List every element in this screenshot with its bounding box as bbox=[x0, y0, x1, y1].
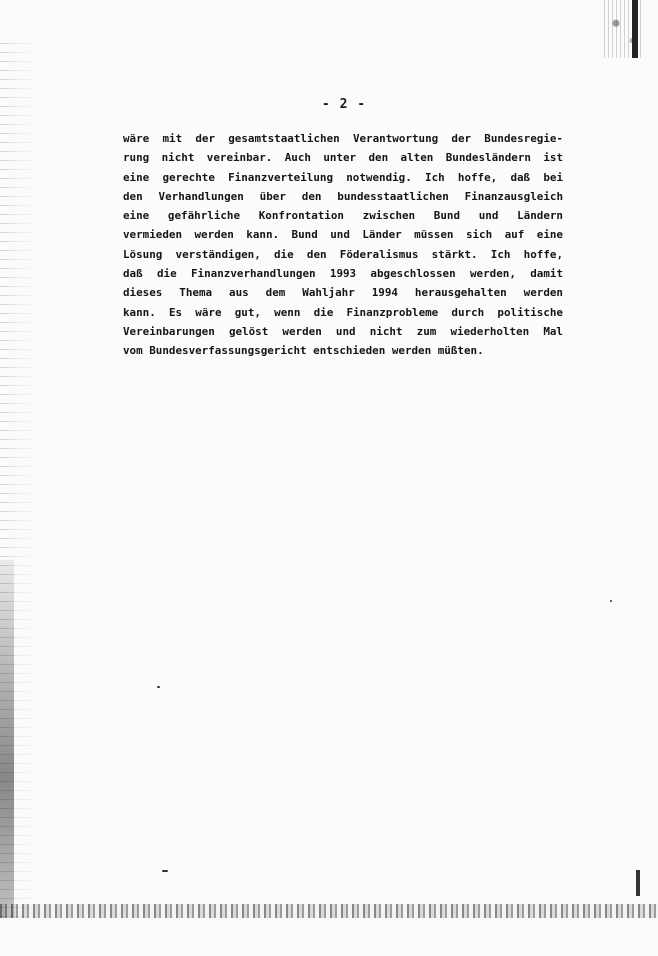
text-line: rung nicht vereinbar. Auch unter den alten Bundesländern ist bbox=[123, 151, 563, 165]
scan-edge-bottom bbox=[0, 904, 658, 918]
scan-speck bbox=[162, 870, 168, 872]
text-line: Vereinbarungen gelöst werden und nicht zum wiederholten Mal bbox=[123, 324, 563, 338]
text-line: dieses Thema aus dem Wahljahr 1994 herausgehalten werden bbox=[123, 286, 563, 300]
page-bottom-margin bbox=[0, 918, 658, 956]
text-line: den Verhandlungen über den bundesstaatlichen Finanzausgleich bbox=[123, 189, 563, 203]
text-line: vom Bundesverfassungsgericht entschieden werden müßten. bbox=[123, 344, 484, 358]
text-line: kann. Es wäre gut, wenn die Finanzprobleme durch politische bbox=[123, 305, 563, 319]
text-line: wäre mit der gesamtstaatlichen Verantwortung der Bundesregie- bbox=[123, 132, 563, 145]
page-number: - 2 - bbox=[321, 97, 367, 112]
scan-artifact-top-right bbox=[604, 0, 644, 58]
scan-speck bbox=[157, 686, 160, 688]
text-line: vermieden werden kann. Bund und Länder müssen sich auf eine bbox=[123, 228, 563, 242]
scan-speck bbox=[610, 600, 612, 602]
scan-bar-top-right bbox=[632, 0, 638, 58]
text-line: eine gerechte Finanzverteilung notwendig. Ich hoffe, daß bei bbox=[123, 170, 563, 184]
body-paragraph bbox=[123, 129, 563, 361]
text-line: eine gefährliche Konfrontation zwischen Bund und Ländern bbox=[123, 209, 563, 223]
scan-shadow-left bbox=[0, 560, 14, 920]
text-line: daß die Finanzverhandlungen 1993 abgeschlossen werden, damit bbox=[123, 267, 563, 281]
text-line: Lösung verständigen, die den Föderalismus stärkt. Ich hoffe, bbox=[123, 247, 563, 261]
scan-mark-bottom-right bbox=[636, 870, 640, 896]
